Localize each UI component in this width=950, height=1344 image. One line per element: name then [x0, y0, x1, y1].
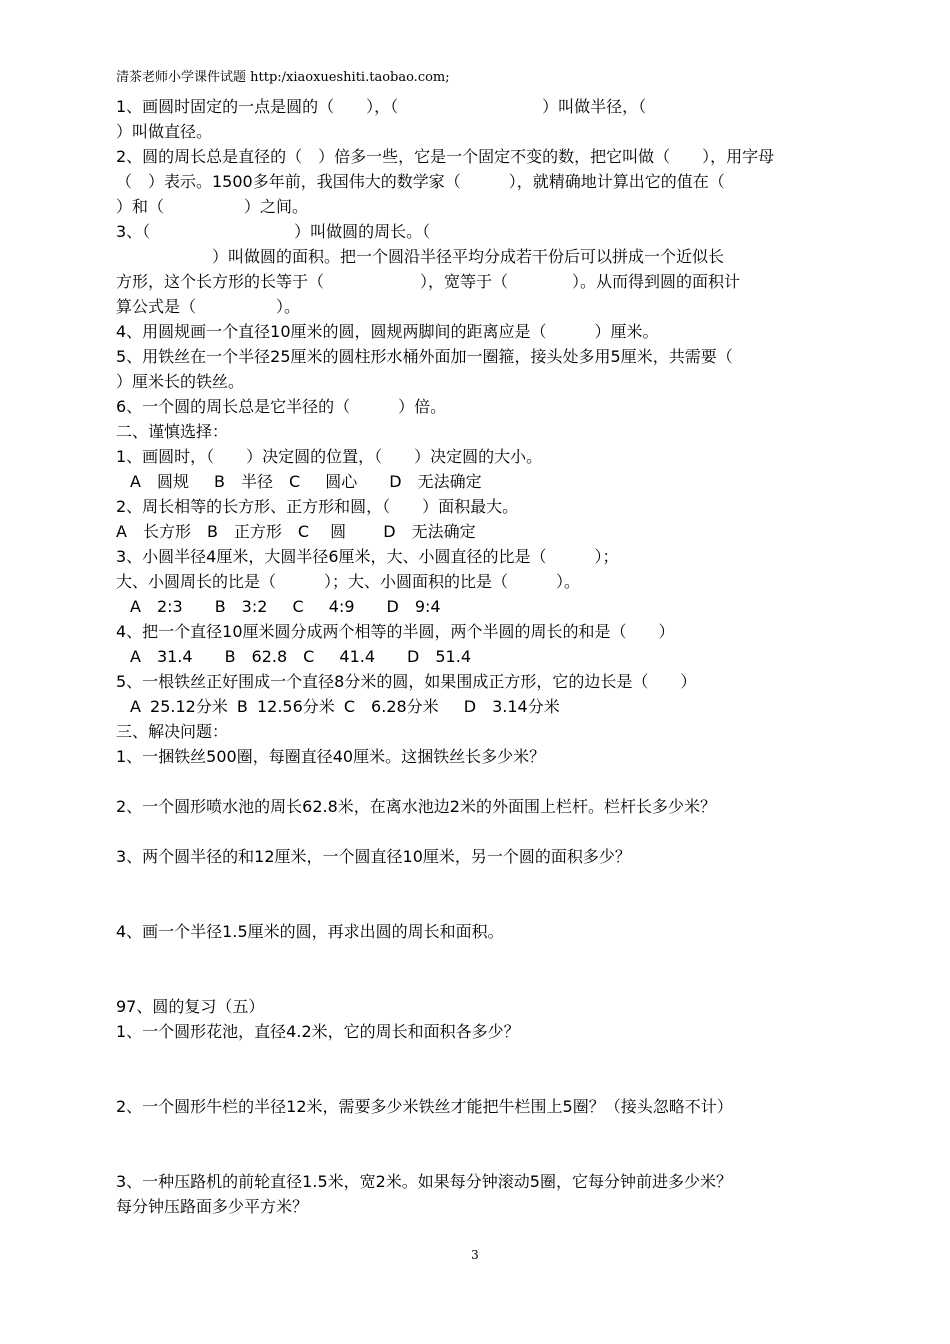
answer-space [116, 1044, 844, 1094]
choice-question: 4、把一个直径10厘米圆分成两个相等的半圆，两个半圆的周长的和是（ ） [116, 622, 675, 641]
fill-blank-line: 1、画圆时固定的一点是圆的（ ），（ ）叫做半径，（ [116, 97, 647, 116]
fill-blank-line: 方形，这个长方形的长等于（ ），宽等于（ ）。从而得到圆的面积计 [116, 272, 741, 291]
fill-blank-line: 5、用铁丝在一个半径25厘米的圆柱形水桶外面加一圈箍，接头处多用5厘米，共需要（ [116, 347, 733, 366]
answer-space [116, 819, 844, 844]
problem-question: 1、一捆铁丝500圈，每圈直径40厘米。这捆铁丝长多少米？ [116, 747, 546, 766]
worksheet-content [116, 94, 844, 1219]
section-title-choice: 二、谨慎选择： [116, 422, 229, 441]
choice-question: 2、周长相等的长方形、正方形和圆，（ ）面积最大。 [116, 497, 519, 516]
problem-question: 3、两个圆半径的和12厘米，一个圆直径10厘米，另一个圆的面积多少？ [116, 847, 631, 866]
choice-options: A 31.4 B 62.8 C 41.4 D 51.4 [130, 647, 472, 666]
review-title: 97、圆的复习（五） [116, 997, 265, 1016]
review-question: 每分钟压路面多少平方米？ [116, 1197, 309, 1216]
fill-blank-line: 3、（ ）叫做圆的周长。（ [116, 222, 431, 241]
fill-blank-line: ）厘米长的铁丝。 [116, 372, 245, 391]
answer-space [116, 944, 844, 994]
choice-question: 5、一根铁丝正好围成一个直径8分米的圆，如果围成正方形，它的边长是（ ） [116, 672, 697, 691]
fill-blank-line: 算公式是（ ）。 [116, 297, 301, 316]
choice-options: A 长方形 B 正方形 C 圆 D 无法确定 [116, 522, 476, 541]
choice-question: 3、小圆半径4厘米，大圆半径6厘米，大、小圆直径的比是（ ）； [116, 547, 619, 566]
fill-blank-line: 4、用圆规画一个直径10厘米的圆，圆规两脚间的距离应是（ ）厘米。 [116, 322, 659, 341]
fill-blank-line: 2、圆的周长总是直径的（ ）倍多一些，它是一个固定不变的数，把它叫做（ ），用字母 [116, 147, 775, 166]
choice-options: A 25.12分米 B 12.56分米 C 6.28分米 D 3.14分米 [130, 697, 560, 716]
page-number: 3 [471, 1248, 479, 1262]
choice-question: 1、画圆时，（ ）决定圆的位置，（ ）决定圆的大小。 [116, 447, 543, 466]
fill-blank-line: ）和（ ）之间。 [116, 197, 309, 216]
fill-blank-line: ）叫做圆的面积。把一个圆沿半径平均分成若干份后可以拼成一个近似长 [116, 247, 725, 266]
answer-space [116, 869, 844, 919]
answer-space [116, 769, 844, 794]
review-question: 3、一种压路机的前轮直径1.5米，宽2米。如果每分钟滚动5圈，它每分钟前进多少米？ [116, 1172, 732, 1191]
choice-options: A 圆规 B 半径 C 圆心 D 无法确定 [130, 472, 482, 491]
review-question: 1、一个圆形花池，直径4.2米，它的周长和面积各多少？ [116, 1022, 520, 1041]
page-header: 清茶老师小学课件试题 http:/xiaoxueshiti.taobao.com; [116, 70, 450, 85]
review-question: 2、一个圆形牛栏的半径12米，需要多少米铁丝才能把牛栏围上5圈？（接头忽略不计） [116, 1097, 733, 1116]
choice-options: A 2:3 B 3:2 C 4:9 D 9:4 [130, 597, 441, 616]
answer-space [116, 1119, 844, 1169]
section-title-problems: 三、解决问题： [116, 722, 229, 741]
fill-blank-line: 6、一个圆的周长总是它半径的（ ）倍。 [116, 397, 447, 416]
problem-question: 2、一个圆形喷水池的周长62.8米，在离水池边2米的外面围上栏杆。栏杆长多少米？ [116, 797, 716, 816]
choice-question: 大、小圆周长的比是（ ）；大、小圆面积的比是（ ）。 [116, 572, 581, 591]
fill-blank-line: ）叫做直径。 [116, 122, 213, 141]
problem-question: 4、画一个半径1.5厘米的圆，再求出圆的周长和面积。 [116, 922, 504, 941]
fill-blank-line: （ ）表示。1500多年前，我国伟大的数学家（ ），就精确地计算出它的值在（ [116, 172, 725, 191]
